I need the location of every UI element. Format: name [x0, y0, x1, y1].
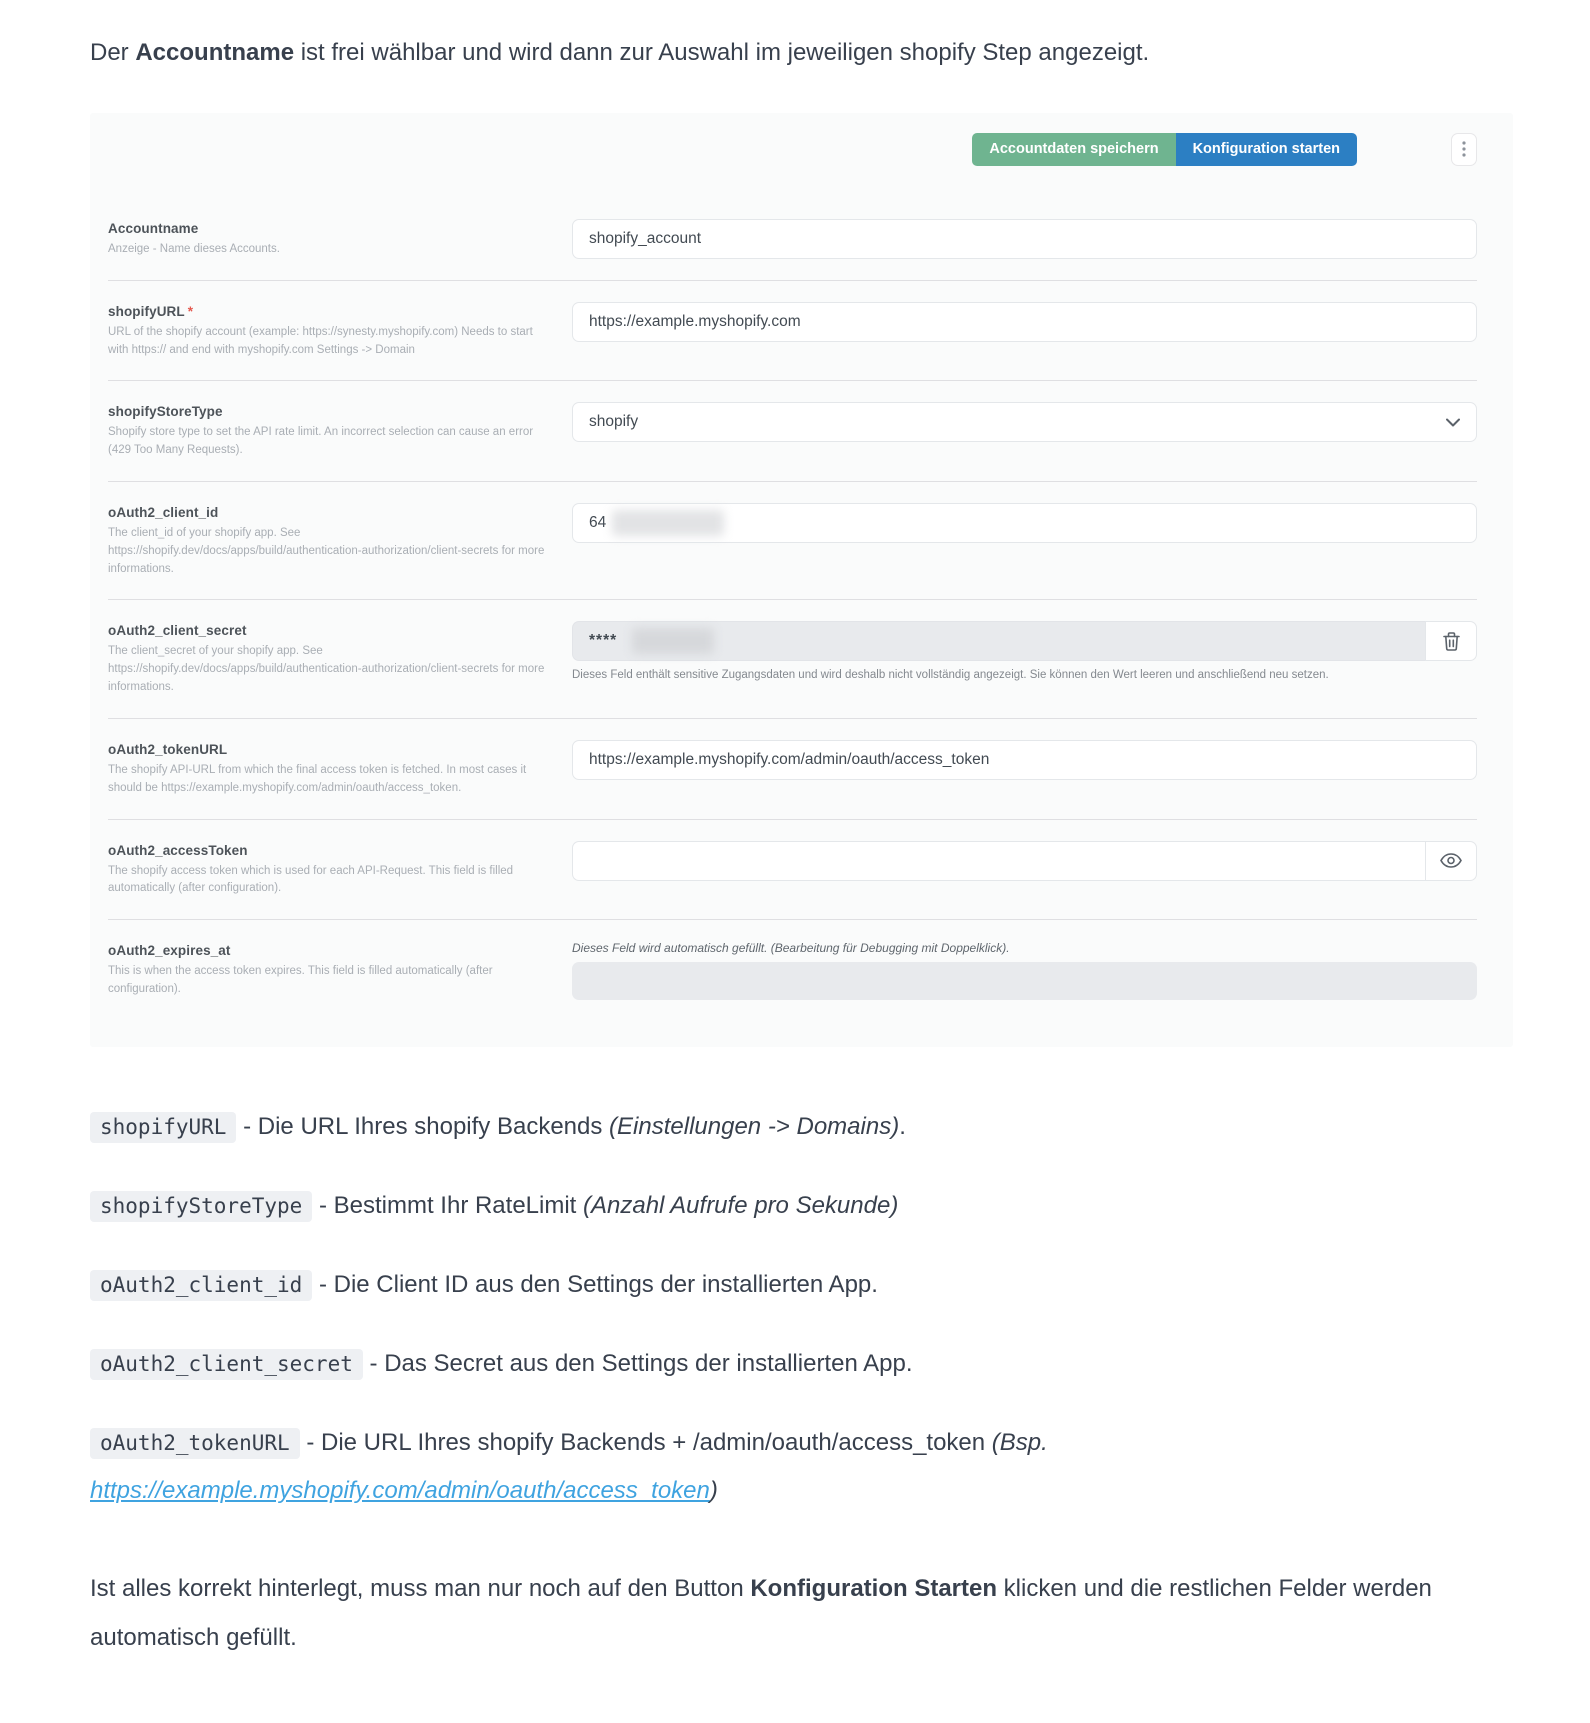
- intro-text: [90, 36, 1513, 71]
- panel-toolbar: [108, 133, 1477, 166]
- closing-paragraph: Ist alles korrekt hinterlegt, muss man nur noch auf den Button Konfiguration Starten klicken und die restlichen Felder werden automatisch gefüllt.: [90, 1575, 1432, 1652]
- required-marker: *: [187, 303, 194, 319]
- start-configuration-button[interactable]: Konfiguration starten: [1176, 133, 1357, 166]
- client-secret-input[interactable]: ****: [572, 621, 1425, 661]
- doc-entry-store-type: shopifyStoreType - Bestimmt Ihr RateLimit (Anzahl Aufrufe pro Sekunde): [90, 1182, 1513, 1230]
- example-token-url-link[interactable]: https://example.myshopify.com/admin/oauth/access_token: [90, 1477, 710, 1505]
- shopify-url-input[interactable]: [572, 302, 1477, 342]
- field-description: The shopify API-URL from which the final access token is fetched. In most cases it should be https://example.myshopify.com/admin/oauth/access_token.: [108, 763, 527, 794]
- doc-entry-client-secret: oAuth2_client_secret - Das Secret aus den Settings der installierten App.: [90, 1340, 1513, 1388]
- field-description: The shopify access token which is used for each API-Request. This field is filled automatically (after configuration).: [108, 864, 514, 895]
- client-id-input[interactable]: 64: [572, 503, 1477, 543]
- form-row-expires-at: [108, 919, 1477, 1021]
- save-account-button[interactable]: Accountdaten speichern: [972, 133, 1175, 166]
- field-description: The client_id of your shopify app. See https://shopify.dev/docs/apps/build/authentication-authorization/client-secrets for more informations.: [108, 527, 545, 575]
- accountname-input[interactable]: [572, 219, 1477, 259]
- field-label: oAuth2_client_secret: [108, 623, 247, 639]
- field-label: Accountname: [108, 220, 199, 236]
- code-token: shopifyStoreType: [90, 1191, 312, 1222]
- field-description: The client_secret of your shopify app. See https://shopify.dev/docs/apps/build/authentication-authorization/client-secrets for more informations.: [108, 645, 545, 694]
- form-row-accountname: [108, 198, 1477, 280]
- intro-bold: Accountname: [135, 39, 295, 66]
- doc-entry-shopify-url: shopifyURL - Die URL Ihres shopify Backends (Einstellungen -> Domains).: [90, 1103, 1513, 1151]
- code-token: oAuth2_client_id: [90, 1270, 312, 1301]
- form-row-client-id: [108, 481, 1477, 599]
- store-type-select[interactable]: [572, 402, 1477, 442]
- field-description: Anzeige - Name dieses Accounts.: [108, 242, 280, 255]
- kebab-menu-icon: [1462, 141, 1466, 157]
- auto-filled-note: Dieses Feld wird automatisch gefüllt. (Bearbeitung für Debugging mit Doppelklick).: [572, 941, 1010, 956]
- store-type-selected-value: shopify: [589, 413, 639, 431]
- trash-icon: [1443, 632, 1460, 651]
- field-label: shopifyURL *: [108, 303, 194, 319]
- form-row-shopify-url: [108, 280, 1477, 381]
- field-description: This is when the access token expires. This field is filled automatically (after configuration).: [108, 965, 493, 995]
- token-url-input[interactable]: [572, 740, 1477, 780]
- intro-prefix: Der: [90, 39, 136, 66]
- field-description: Shopify store type to set the API rate limit. An incorrect selection can cause an error (429 Too Many Requests).: [108, 426, 534, 457]
- doc-entry-client-id: oAuth2_client_id - Die Client ID aus den Settings der installierten App.: [90, 1261, 1513, 1309]
- code-token: shopifyURL: [90, 1112, 236, 1143]
- field-label: shopifyStoreType: [108, 404, 223, 420]
- field-label: oAuth2_tokenURL: [108, 741, 228, 757]
- account-form: [108, 198, 1477, 1021]
- eye-icon: [1440, 853, 1462, 868]
- intro-suffix: ist frei wählbar und wird dann zur Auswahl im jeweiligen shopify Step angezeigt.: [294, 39, 1150, 66]
- access-token-input[interactable]: [572, 841, 1425, 881]
- field-label: oAuth2_client_id: [108, 505, 219, 521]
- form-row-token-url: [108, 718, 1477, 819]
- chevron-down-icon: [1446, 418, 1460, 427]
- code-token: oAuth2_tokenURL: [90, 1428, 300, 1459]
- field-label: oAuth2_expires_at: [108, 943, 231, 959]
- field-label: oAuth2_accessToken: [108, 842, 248, 858]
- clear-secret-button[interactable]: [1425, 621, 1477, 661]
- form-row-access-token: [108, 819, 1477, 920]
- form-row-client-secret: [108, 599, 1477, 717]
- sensitive-data-note: Dieses Feld enthält sensitive Zugangsdaten und wird deshalb nicht vollständig angezeigt. Sie können den Wert leeren und anschließend neu setzen.: [572, 669, 1329, 682]
- code-token: oAuth2_client_secret: [90, 1349, 363, 1380]
- kebab-menu-button[interactable]: [1451, 133, 1477, 166]
- account-config-panel: [90, 113, 1513, 1047]
- field-description: URL of the shopify account (example: https://synesty.myshopify.com) Needs to start with https:// and end with myshopify.com Settings -> Domain: [108, 325, 533, 356]
- doc-entry-token-url: oAuth2_tokenURL - Die URL Ihres shopify Backends + /admin/oauth/access_token (Bsp. https://example.myshopify.com/admin/oauth/access_token): [90, 1429, 1048, 1505]
- expires-at-input[interactable]: [572, 962, 1477, 1000]
- reveal-token-button[interactable]: [1425, 841, 1477, 881]
- form-row-store-type: [108, 380, 1477, 481]
